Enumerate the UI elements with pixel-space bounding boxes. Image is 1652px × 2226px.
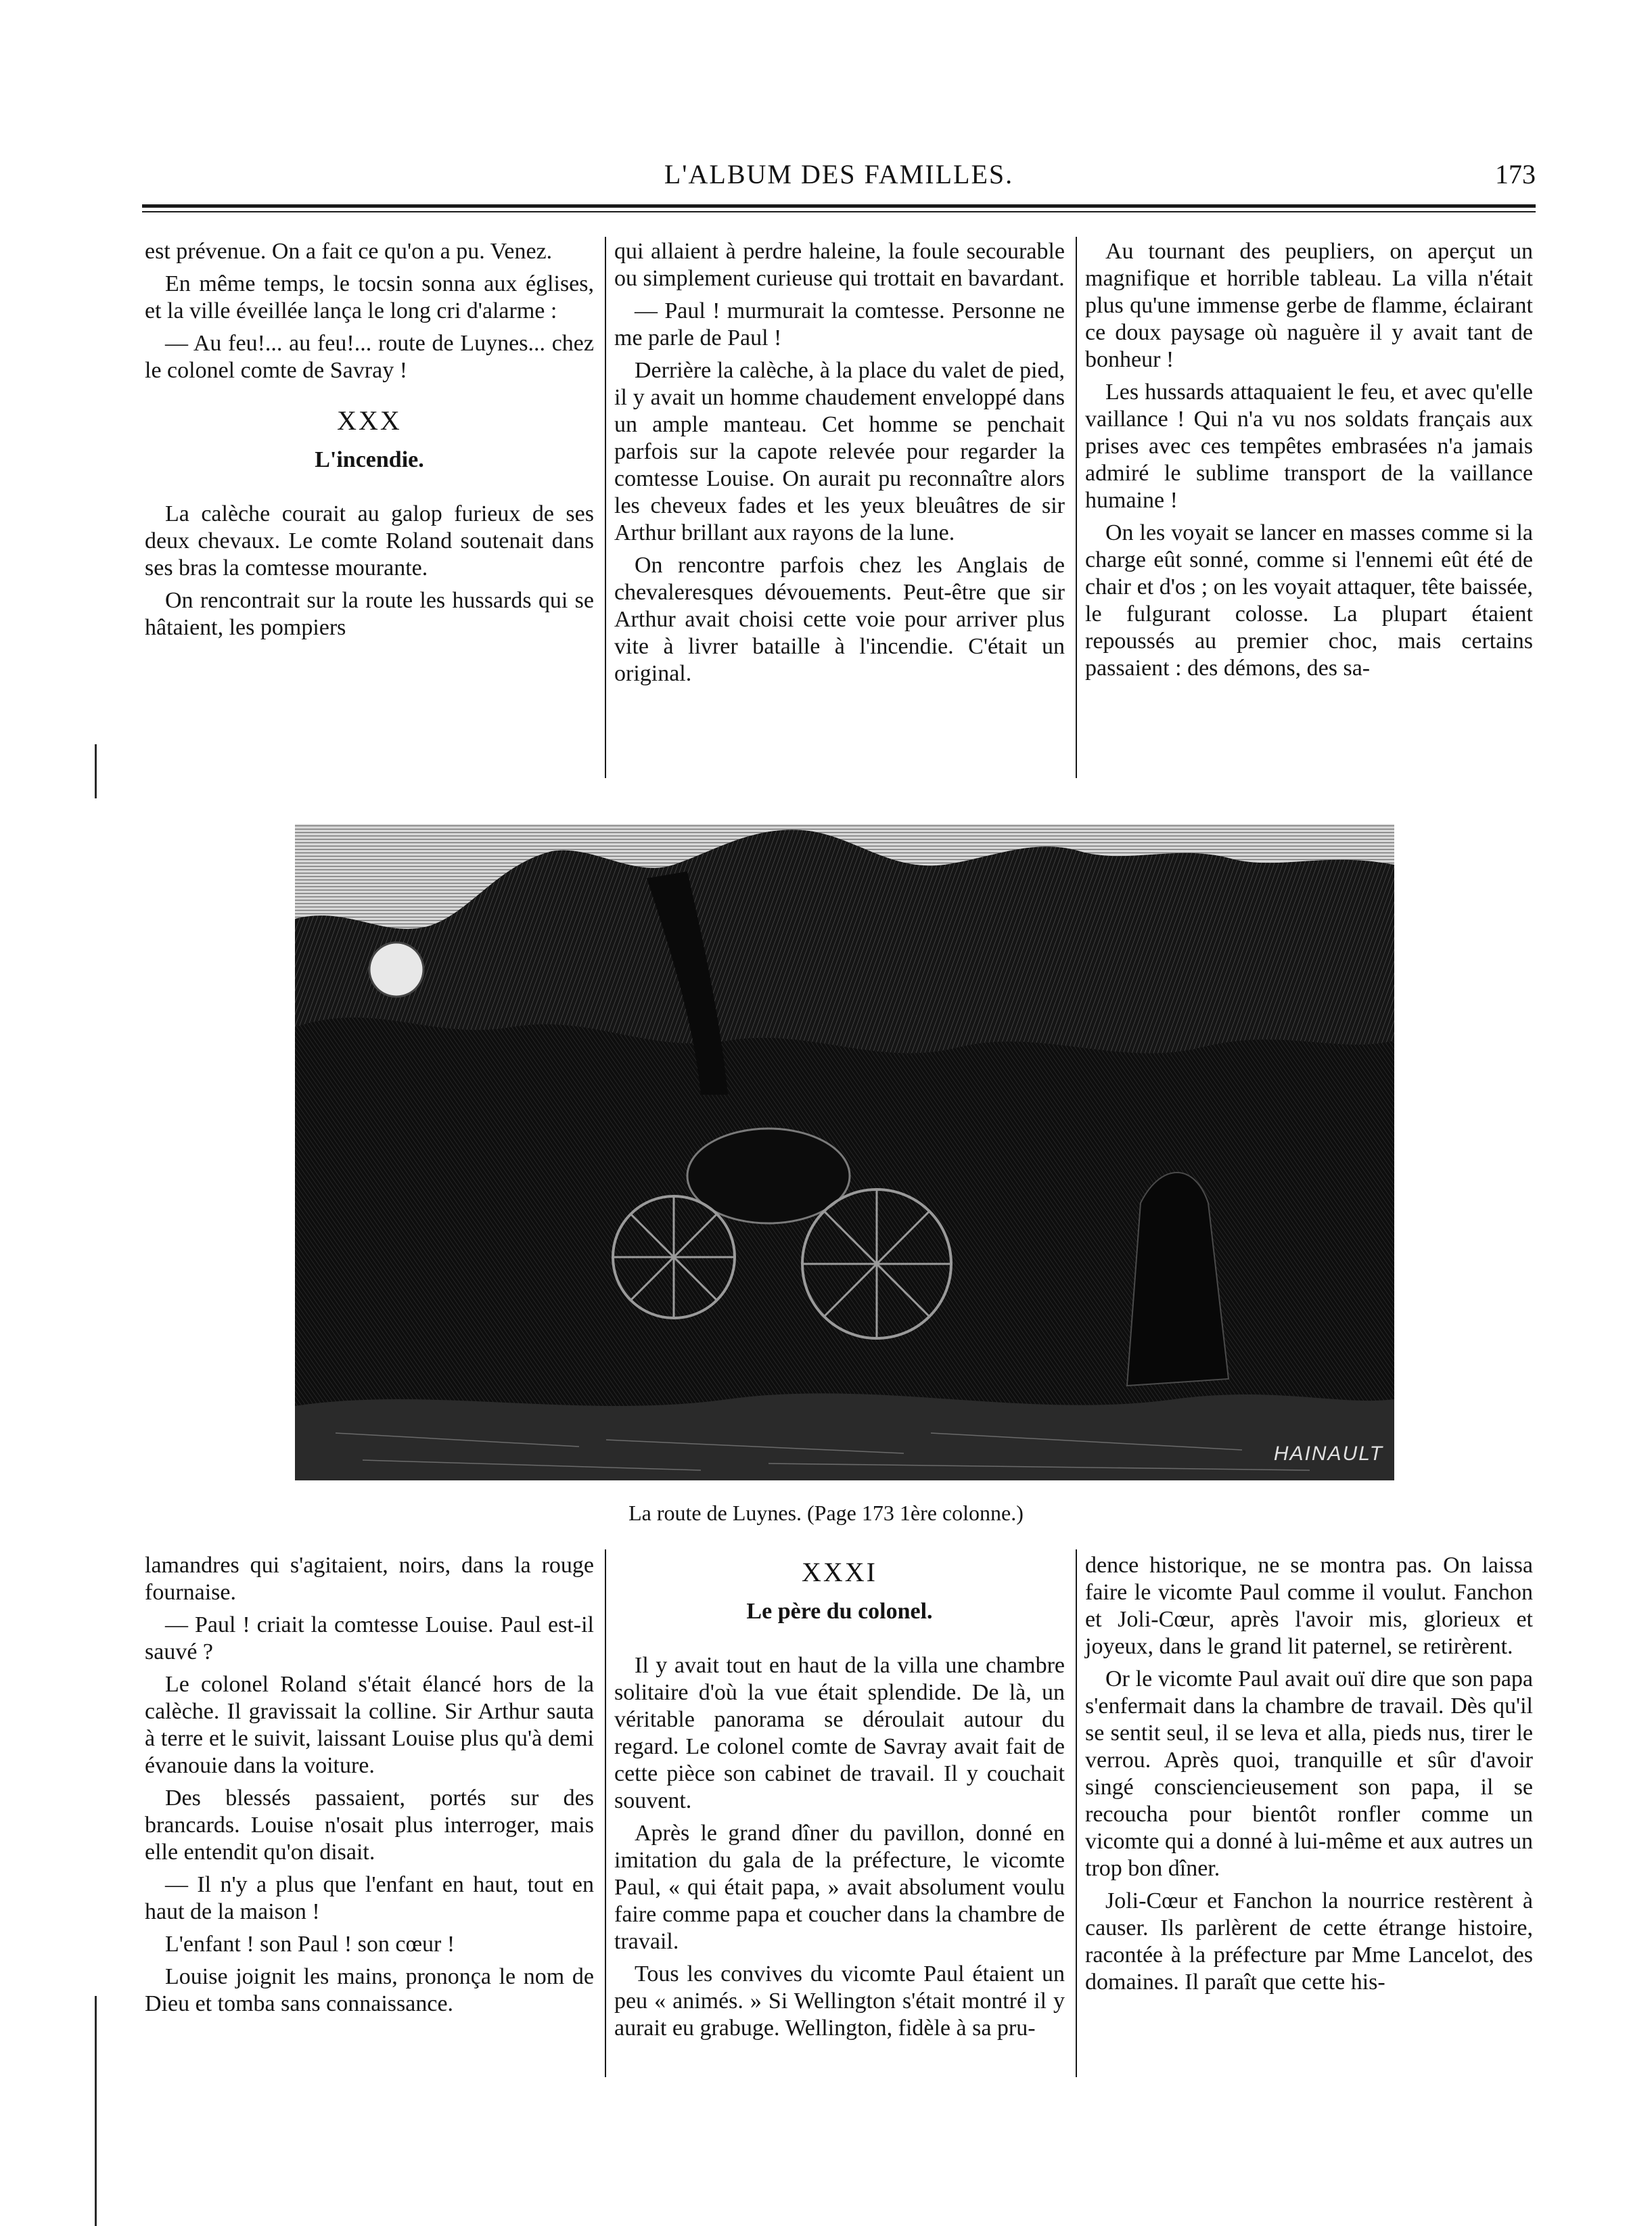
column-divider — [1076, 237, 1077, 778]
paragraph: est prévenue. On a fait ce qu'on a pu. Venez. — [145, 239, 553, 264]
illustration-caption: La route de Luynes. (Page 173 1ère colonne.) — [628, 1501, 1024, 1525]
paragraph: On les voyait se lancer en masses comme si la charge eût sonné, comme si l'ennemi eût été de chair et d'os ; on les voyait attaquer, tête baissée, le fulgurant colosse. La plupart étaient repoussés au premier choc, mais certains passaient : des démons, des sa- — [1085, 520, 1533, 681]
paragraph: Or le vicomte Paul avait ouï dire que son papa s'enfermait dans la chambre de travail. Dès qu'il se sentit seul, il se leva et alla, pieds nus, tirer le verrou. Après quoi, tranquille et sûr d'avoir singé consciencieusement son papa, il se recoucha pour bientôt ronfler comme un vicomte qui a donné à lui-même et aux autres un trop bon dîner. — [1085, 1666, 1533, 1881]
paragraph: Il y avait tout en haut de la villa une chambre solitaire d'où la vue était splendide. De là, un véritable panorama se déroulait autour du regard. Le colonel comte de Savray avait fait de cette pièce son cabinet de travail. Il y couchait souvent. — [614, 1653, 1065, 1813]
engraving-illustration — [295, 824, 1394, 1480]
column-divider — [1076, 1549, 1077, 2077]
paragraph: — Paul ! criait la comtesse Louise. Paul est-il sauvé ? — [145, 1612, 594, 1664]
paragraph: En même temps, le tocsin sonna aux églises, et la ville éveillée lança le long cri d'alarme : — [145, 271, 594, 323]
paragraph: On rencontrait sur la route les hussards qui se hâtaient, les pompiers — [145, 588, 594, 640]
paragraph: Après le grand dîner du pavillon, donné en imitation du gala de la préfecture, le vicomte Paul, « qui était papa, » avait absolument voulu faire comme papa et coucher dans la chambre de travail. — [614, 1821, 1065, 1954]
paragraph: Les hussards attaquaient le feu, et avec qu'elle vaillance ! Qui n'a vu nos soldats français aux prises avec ces tempêtes embrasées n'a jamais admiré le sublime transport de la vaillance humaine ! — [1085, 380, 1533, 513]
binding-edge-line — [95, 744, 97, 798]
section-title: L'incendie. — [315, 447, 424, 472]
lower-column-3 — [1085, 1552, 1533, 2001]
page-number: 173 — [1495, 159, 1536, 189]
upper-column-1 — [145, 238, 594, 647]
artist-signature: HAINAULT — [1273, 1443, 1383, 1465]
paragraph: L'enfant ! son Paul ! son cœur ! — [165, 1932, 455, 1957]
lower-column-1 — [145, 1552, 594, 2023]
paragraph: lamandres qui s'agitaient, noirs, dans la rouge fournaise. — [145, 1553, 594, 1605]
paragraph: Tous les convives du vicomte Paul étaient un peu « animés. » Si Wellington s'était montré il y aurait eu grabuge. Wellington, fidèle à sa pru- — [614, 1961, 1065, 2041]
column-divider — [605, 1549, 606, 2077]
paragraph: Derrière la calèche, à la place du valet de pied, il y avait un homme chaudement enveloppé dans un ample manteau. Cet homme se penchait parfois sur la capote relevée pour regarder la comtesse Louise. On aurait pu reconnaître alors les cheveux fades et les yeux bleuâtres de sir Arthur brillant aux rayons de la lune. — [614, 358, 1065, 545]
page-header — [142, 158, 1536, 199]
column-divider — [605, 237, 606, 778]
running-title: L'ALBUM DES FAMILLES. — [664, 159, 1014, 189]
binding-edge-line — [95, 1996, 97, 2226]
lower-column-2 — [614, 1552, 1065, 2047]
paragraph: Le colonel Roland s'était élancé hors de la calèche. Il gravissait la colline. Sir Arthur sauta à terre et le suivit, laissant Louise plus qu'à demi évanouie dans la voiture. — [145, 1672, 594, 1778]
section-number: XXX — [337, 405, 402, 436]
upper-column-2 — [614, 238, 1065, 693]
header-rule-thick — [142, 204, 1536, 208]
header-rule-thin — [142, 211, 1536, 212]
section-number: XXXI — [802, 1557, 877, 1587]
upper-column-3 — [1085, 238, 1533, 687]
paragraph: dence historique, ne se montra pas. On laissa faire le vicomte Paul comme il voulut. Fanchon et Joli-Cœur, après l'avoir mis, glorieux et joyeux, dans le grand lit paternel, se retirèrent. — [1085, 1553, 1533, 1659]
paragraph: — Au feu!... au feu!... route de Luynes... chez le colonel comte de Savray ! — [145, 331, 594, 383]
paragraph: Au tournant des peupliers, on aperçut un magnifique et horrible tableau. La villa n'était plus qu'une immense gerbe de flamme, éclairant ce doux paysage où naguère il y avait tant de bonheur ! — [1085, 239, 1533, 372]
section-title: Le père du colonel. — [746, 1599, 933, 1624]
paragraph: — Paul ! murmurait la comtesse. Personne ne me parle de Paul ! — [614, 298, 1065, 350]
paragraph: Louise joignit les mains, prononça le nom de Dieu et tomba sans connaissance. — [145, 1964, 594, 2016]
paragraph: qui allaient à perdre haleine, la foule secourable ou simplement curieuse qui trottait en bavardant. — [614, 239, 1065, 291]
paragraph: On rencontre parfois chez les Anglais de chevaleresques dévouements. Peut-être que sir Arthur avait choisi cette voie pour arriver plus vite à livrer bataille à l'incendie. C'était un original. — [614, 553, 1065, 686]
paragraph: Joli-Cœur et Fanchon la nourrice restèrent à causer. Ils parlèrent de cette étrange histoire, racontée à la préfecture par Mme Lancelot, des domaines. Il paraît que cette his- — [1085, 1888, 1533, 1995]
paragraph: Des blessés passaient, portés sur des brancards. Louise n'osait plus interroger, mais elle entendit qu'on disait. — [145, 1786, 594, 1865]
paragraph: — Il n'y a plus que l'enfant en haut, tout en haut de la maison ! — [145, 1872, 594, 1924]
paragraph: La calèche courait au galop furieux de ses deux chevaux. Le comte Roland soutenait dans ses bras la comtesse mourante. — [145, 501, 594, 581]
